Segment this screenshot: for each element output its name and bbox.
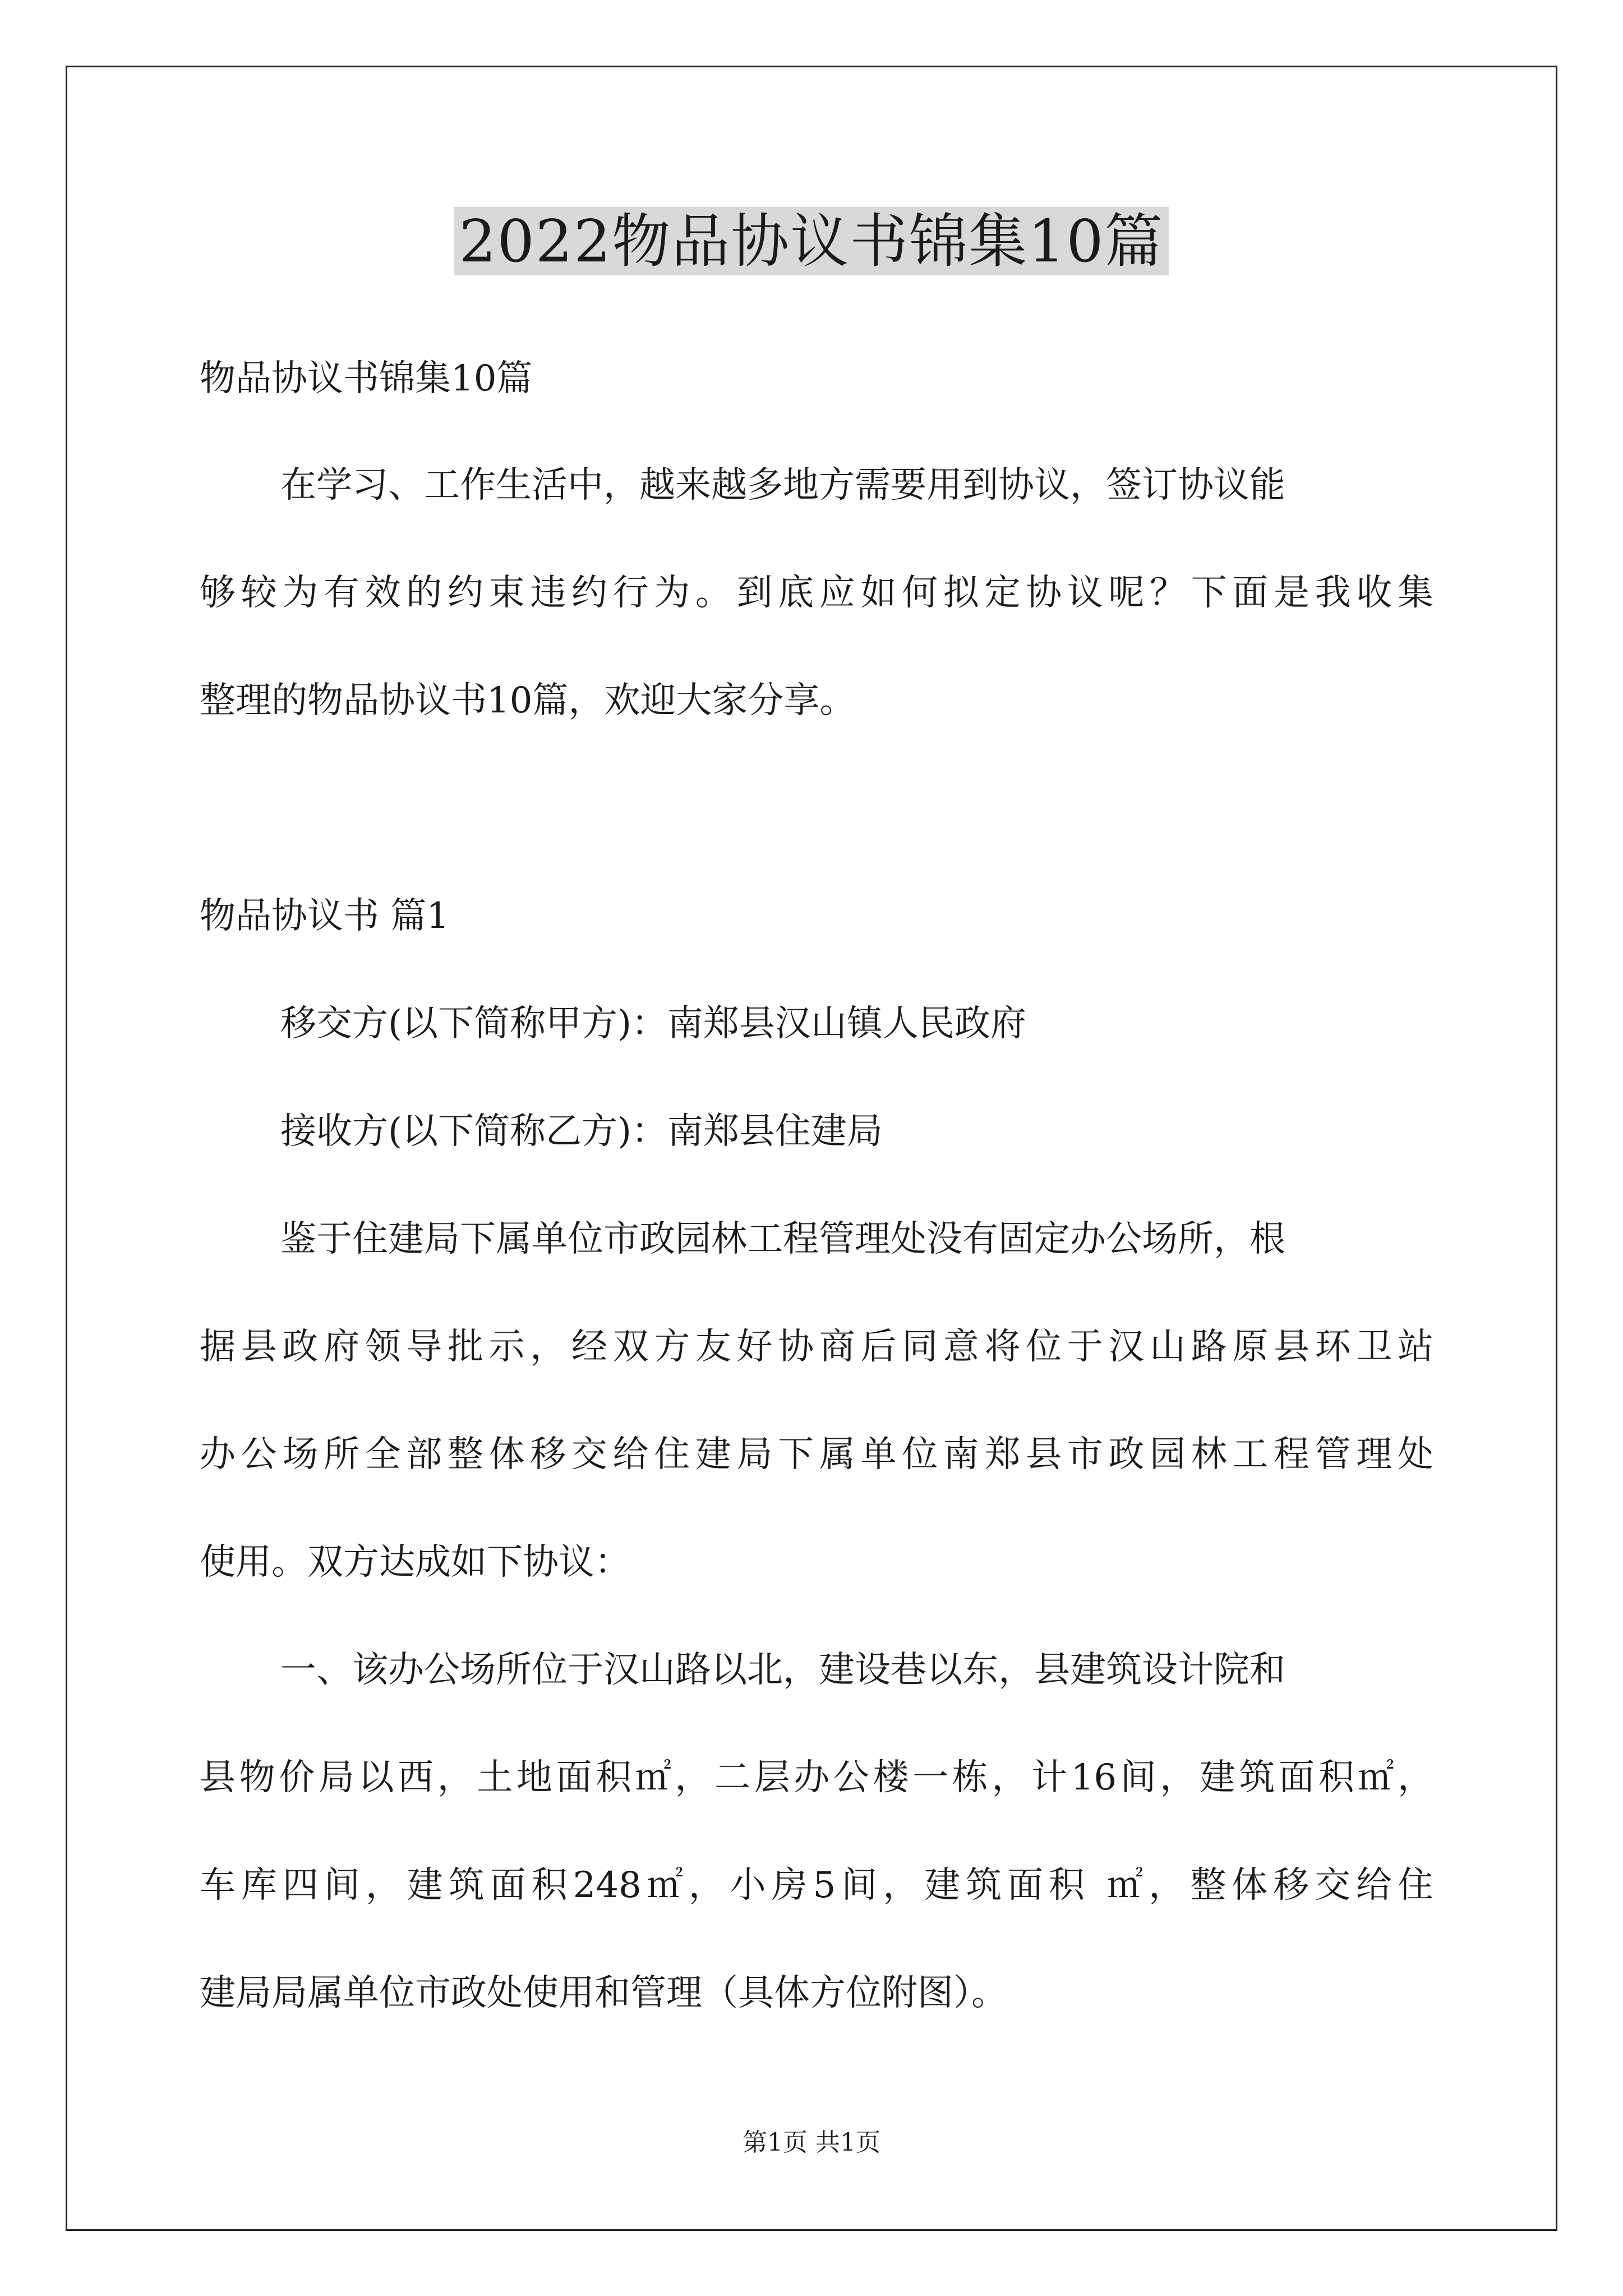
paragraph-line: 一、该办公场所位于汉山路以北，建设巷以东，县建筑设计院和 <box>280 1649 1285 1691</box>
paragraph-line: 建局局属单位市政处使用和管理（具体方位附图）。 <box>200 1972 1007 2014</box>
paragraph-line: 够较为有效的约束违约行为。到底应如何拟定协议呢？下面是我收集 <box>200 572 1433 614</box>
paragraph-line: 整理的物品协议书10篇，欢迎大家分享。 <box>200 680 856 721</box>
paragraph-line: 据县政府领导批示，经双方友好协商后同意将位于汉山路原县环卫站 <box>200 1326 1433 1368</box>
paragraph-line: 在学习、工作生活中，越来越多地方需要用到协议，签订协议能 <box>280 464 1285 506</box>
page-footer: 第1页 共1页 <box>743 2128 880 2157</box>
section-heading: 物品协议书 篇1 <box>200 895 450 937</box>
subtitle-line: 物品协议书锦集10篇 <box>200 358 533 399</box>
paragraph-line: 车库四间，建筑面积248㎡，小房5间，建筑面积 ㎡，整体移交给住 <box>200 1865 1433 1906</box>
paragraph-line: 鉴于住建局下属单位市政园林工程管理处没有固定办公场所，根 <box>280 1218 1285 1260</box>
paragraph-line: 接收方(以下简称乙方)：南郑县住建局 <box>280 1111 883 1152</box>
paragraph-line: 县物价局以西，土地面积㎡，二层办公楼一栋，计16间，建筑面积㎡， <box>200 1757 1433 1798</box>
paragraph-line: 办公场所全部整体移交给住建局下属单位南郑县市政园林工程管理处 <box>200 1434 1433 1475</box>
paragraph-line: 移交方(以下简称甲方)：南郑县汉山镇人民政府 <box>280 1003 1026 1045</box>
paragraph-line: 使用。双方达成如下协议： <box>200 1542 630 1583</box>
document-title: 2022物品协议书锦集10篇 <box>0 202 1623 280</box>
